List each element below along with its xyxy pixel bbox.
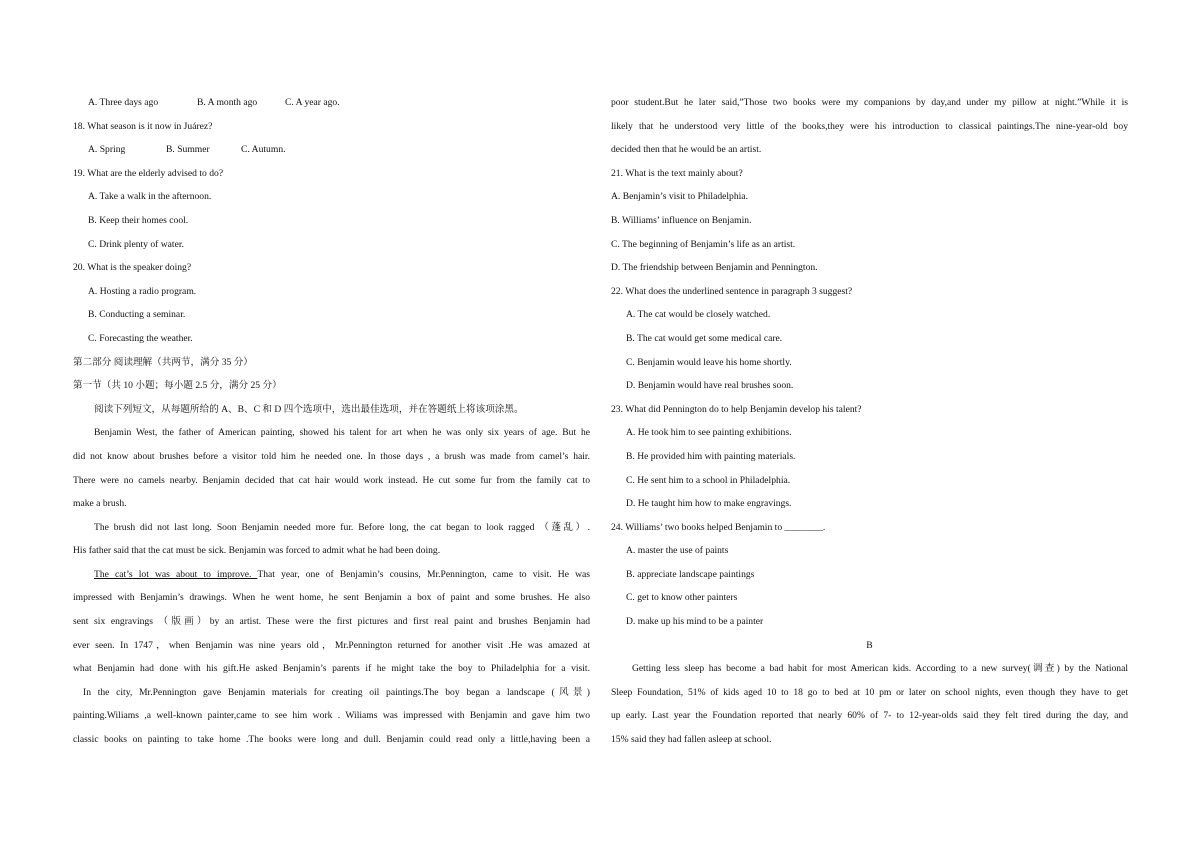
passage-a-p1-line: There were no camels nearby. Benjamin decided that cat hair would work instead. He cut some fur from the family cat to <box>73 474 590 486</box>
q19-question: 19. What are the elderly advised to do? <box>73 167 224 179</box>
underlined-sentence: The cat’s lot was about to improve. <box>94 568 258 580</box>
q21-option-c: C. The beginning of Benjamin’s life as an artist. <box>611 238 796 250</box>
q22-option-a: A. The cat would be closely watched. <box>626 309 771 321</box>
passage-a-p3-first-line <box>73 563 590 587</box>
passage-a-p3-line: ever seen. In 1747，when Benjamin was nine years old，Mr.Pennington returned for another visit .He was amazed at <box>73 639 590 651</box>
passage-b-line: up early. Last year the Foundation reported that nearly 60% of 7- to 12-year-olds said they felt tired during the day, and <box>611 710 1128 722</box>
q17-option-b: B. A month ago <box>197 97 258 108</box>
q24-option-b: B. appreciate landscape paintings <box>626 568 755 580</box>
passage-b-line: 15% said they had fallen asleep at school. <box>611 734 772 746</box>
passage-a-p4-continued-line: likely that he understood very little of the books,they were his introduction to classical paintings.The nine-year-old boy <box>611 120 1128 132</box>
q17-option-c: C. A year ago. <box>285 97 340 108</box>
passage-b-label: B <box>866 639 873 651</box>
q22-question: 22. What does the underlined sentence in paragraph 3 suggest? <box>611 285 853 297</box>
passage-a-p1-line: Benjamin West, the father of American painting, showed his talent for art when he was only six years of age. But he <box>94 427 590 439</box>
q19-option-b: B. Keep their homes cool. <box>88 214 189 226</box>
q17-option-a: A. Three days ago <box>88 97 159 108</box>
q18-option-a: A. Spring <box>88 144 126 156</box>
q23-option-c: C. He sent him to a school in Philadelphia. <box>626 474 791 486</box>
q23-question: 23. What did Pennington do to help Benjamin develop his talent? <box>611 403 862 415</box>
passage-a-p1-line: make a brush. <box>73 498 127 510</box>
q18-option-c: C. Autumn. <box>241 144 286 156</box>
q17-options <box>73 91 590 115</box>
passage-b-line: Sleep Foundation, 51% of kids aged 10 to 18 go to bed at 10 pm or later on school nights, even though they have to get <box>611 686 1128 698</box>
q22-option-c: C. Benjamin would leave his home shortly. <box>626 356 792 368</box>
passage-a-p3-line: impressed with Benjamin’s drawings. When he went home, he sent Benjamin a box of paint and some brushes. He also <box>73 592 590 604</box>
q24-option-a: A. master the use of paints <box>626 545 729 557</box>
part2-heading: 第二部分 阅读理解（共两节，满分 35 分） <box>73 356 253 368</box>
q22-option-b: B. The cat would get some medical care. <box>626 332 783 344</box>
passage-a-p4-continued-line: decided then that he would be an artist. <box>611 144 762 156</box>
passage-a-p4-continued-line: poor student.But he later said,”Those two books were my companions by day,and under my pillow at night.”While it is <box>611 97 1128 108</box>
q24-question: 24. Williams’ two books helped Benjamin to ________. <box>611 521 826 533</box>
q23-option-b: B. He provided him with painting materials. <box>626 450 796 462</box>
passage-a-p2-line: The brush did not last long. Soon Benjamin needed more fur. Before long, the cat began to look ragged （蓬乱）. <box>94 521 590 533</box>
q23-option-a: A. He took him to see painting exhibitions. <box>626 427 792 439</box>
reading-instruction: 阅读下列短文，从每题所给的 A、B、C 和 D 四个选项中，选出最佳选项，并在答题纸上将该项涂黑。 <box>94 403 524 415</box>
left-column <box>73 91 590 752</box>
q20-question: 20. What is the speaker doing? <box>73 262 192 274</box>
passage-a-p3-line: sent six engravings （版画）by an artist. These were the first pictures and first real paint and brushes Benjamin had <box>73 616 590 628</box>
q21-option-a: A. Benjamin’s visit to Philadelphia. <box>611 191 748 203</box>
q19-option-a: A. Take a walk in the afternoon. <box>88 191 212 203</box>
passage-a-p4-line: In the city, Mr.Pennington gave Benjamin materials for creating oil paintings.The boy began a landscape (风景) <box>83 686 590 698</box>
q18-option-b: B. Summer <box>166 144 210 156</box>
q21-option-b: B. Williams’ influence on Benjamin. <box>611 214 752 226</box>
q22-option-d: D. Benjamin would have real brushes soon. <box>626 380 794 392</box>
q24-option-c: C. get to know other painters <box>626 592 738 604</box>
passage-a-p1-line: did not know about brushes before a visitor told him he needed one. In those days , a brush was made from camel’s hair. <box>73 450 590 462</box>
q20-option-c: C. Forecasting the weather. <box>88 332 193 344</box>
q20-option-b: B. Conducting a seminar. <box>88 309 186 321</box>
q23-option-d: D. He taught him how to make engravings. <box>626 498 792 510</box>
passage-a-p4-line: painting.Wiliams ,a well-known painter,came to see him work . Wiliams was impressed with Benjamin and gave him two <box>73 710 590 722</box>
passage-a-p4-line: classic books on painting to take home .The books were long and dull. Benjamin could read only a little,having been a <box>73 734 590 746</box>
q18-question: 18. What season is it now in Juárez? <box>73 120 213 132</box>
section1-heading: 第一节（共 10 小题；每小题 2.5 分，满分 25 分） <box>73 380 282 392</box>
q20-option-a: A. Hosting a radio program. <box>88 285 197 297</box>
q19-option-c: C. Drink plenty of water. <box>88 238 184 250</box>
passage-a-p2-line: His father said that the cat must be sick. Benjamin was forced to admit what he had been doing. <box>73 545 441 557</box>
passage-a-p3-line: what Benjamin had done with his gift.He asked Benjamin’s parents if he might take the boy to Philadelphia for a visit. <box>73 663 590 675</box>
q21-option-d: D. The friendship between Benjamin and Pennington. <box>611 262 818 274</box>
passage-a-p3-first-rest: That year, one of Benjamin’s cousins, Mr.Pennington, came to visit. He was <box>257 568 590 580</box>
passage-b-line: Getting less sleep has become a bad habit for most American kids. According to a new survey(调查) by the National <box>632 663 1128 675</box>
q18-options <box>73 138 590 162</box>
right-column <box>611 91 1128 752</box>
q24-option-d: D. make up his mind to be a painter <box>626 616 764 628</box>
q21-question: 21. What is the text mainly about? <box>611 167 743 179</box>
